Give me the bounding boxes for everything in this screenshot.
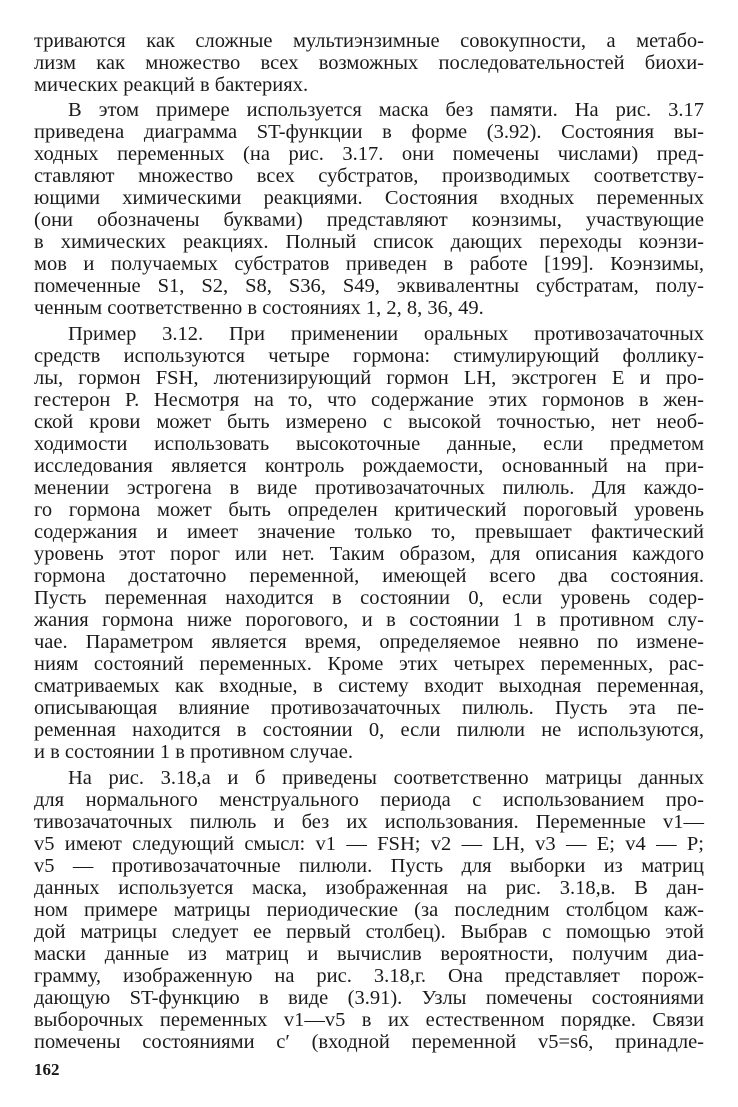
text-line: тивозачаточных пилюль и без их использования. Переменные v1— xyxy=(34,811,704,833)
text-line: жания гормона ниже порогового, и в состоянии 1 в противном слу- xyxy=(34,609,704,631)
text-line: средств используются четыре гормона: стимулирующий фоллику- xyxy=(34,345,704,367)
text-line: чае. Параметром является время, определяемое неявно по измене- xyxy=(34,631,704,653)
text-line: данных используется маска, изображенная на рис. 3.18,в. В дан- xyxy=(34,877,704,899)
text-line: менении эстрогена в виде противозачаточных пилюль. Для каждо- xyxy=(34,477,704,499)
text-line: ходимости использовать высокоточные данные, если предметом xyxy=(34,433,704,455)
text-line: для нормального менструального периода с использованием про- xyxy=(34,789,704,811)
text-line: На рис. 3.18,а и б приведены соответственно матрицы данных xyxy=(68,767,704,789)
text-line: ставляют множество всех субстратов, производимых соответству- xyxy=(34,165,704,187)
text-line: в химических реакциях. Полный список дающих переходы коэнзи- xyxy=(34,231,704,253)
text-line: v5 имеют следующий смысл: v1 — FSH; v2 — LH, v3 — E; v4 — P; xyxy=(34,833,704,855)
text-line: маски данные из матриц и вычислив вероятности, получим диа- xyxy=(34,943,704,965)
text-line: ющими химическими реакциями. Состояния входных переменных xyxy=(34,187,704,209)
text-line: ченным соответственно в состояниях 1, 2, 8, 36, 49. xyxy=(34,297,484,319)
text-line: мических реакций в бактериях. xyxy=(34,74,309,96)
text-line: описывающая влияние противозачаточных пилюль. Пусть эта пе- xyxy=(34,697,704,719)
text-line: помечены состояниями c′ (входной переменной v5=s6, принадле- xyxy=(34,1031,704,1053)
text-line: ходных переменных (на рис. 3.17. они помечены числами) пред- xyxy=(34,143,704,165)
text-line: Пусть переменная находится в состоянии 0, если уровень содер- xyxy=(34,587,704,609)
text-line: ниям состояний переменных. Кроме этих четырех переменных, рас- xyxy=(34,653,704,675)
text-line: и в состоянии 1 в противном случае. xyxy=(34,741,354,763)
text-line: гормона достаточно переменной, имеющей всего два состояния. xyxy=(34,565,704,587)
text-line: ном примере матрицы периодические (за последним столбцом каж- xyxy=(34,899,704,921)
example-heading-line: Пример 3.12. При применении оральных противозачаточных xyxy=(68,323,704,345)
text-line: дающую ST-функцию в виде (3.91). Узлы помечены состояниями xyxy=(34,987,704,1009)
text-line: сматриваемых как входные, в систему входит выходная переменная, xyxy=(34,675,704,697)
text-line: содержания и имеет значение только то, превышает фактический xyxy=(34,521,704,543)
text-line: лы, гормон FSH, лютенизирующий гормон LH, экстроген E и про- xyxy=(34,367,704,389)
text-line: грамму, изображенную на рис. 3.18,г. Она представляет порож- xyxy=(34,965,704,987)
text-line: выборочных переменных v1—v5 в их естественном порядке. Связи xyxy=(34,1009,704,1031)
text-line: помеченные S1, S2, S8, S36, S49, эквивалентны субстратам, полу- xyxy=(34,275,704,297)
text-line: триваются как сложные мультиэнзимные совокупности, а метабо- xyxy=(34,30,704,52)
text-line: гестерон P. Несмотря на то, что содержание этих гормонов в жен- xyxy=(34,389,704,411)
text-line: мов и получаемых субстратов приведен в работе [199]. Коэнзимы, xyxy=(34,253,704,275)
text-line: уровень этот порог или нет. Таким образом, для описания каждого xyxy=(34,543,704,565)
text-line: (они обозначены буквами) представляют коэнзимы, участвующие xyxy=(34,209,704,231)
text-line: ременная находится в состоянии 0, если пилюли не используются, xyxy=(34,719,704,741)
text-line: v5 — противозачаточные пилюли. Пусть для выборки из матриц xyxy=(34,855,704,877)
text-line: приведена диаграмма ST-функции в форме (3.92). Состояния вы- xyxy=(34,121,704,143)
text-line: В этом примере используется маска без памяти. На рис. 3.17 xyxy=(68,99,704,121)
text-line: дой матрицы следует ее первый столбец). Выбрав с помощью этой xyxy=(34,921,704,943)
text-line: го гормона может быть определен критический пороговый уровень xyxy=(34,499,704,521)
text-line: исследования является контроль рождаемости, основанный на при- xyxy=(34,455,704,477)
text-line: ской крови может быть измерено с высокой точностью, нет необ- xyxy=(34,411,704,433)
text-line: лизм как множество всех возможных последовательностей биохи- xyxy=(34,52,704,74)
page-number: 162 xyxy=(34,1060,60,1079)
